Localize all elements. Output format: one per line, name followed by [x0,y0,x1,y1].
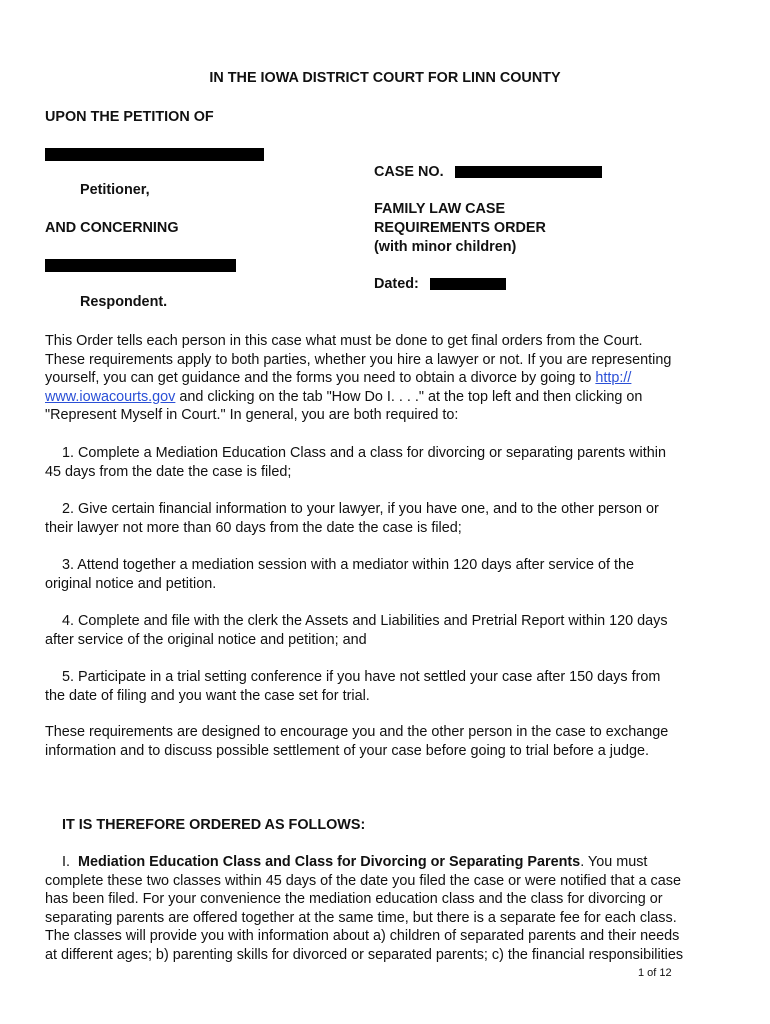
requirement-line [45,556,727,575]
section-1-numeral: I. [62,854,70,870]
requirement-line: the date of filing and you want the case set for trial. [45,687,370,704]
requirement-item-2 [45,500,727,537]
section-1-title: Mediation Education Class and Class for Divorcing or Separating Parents [78,854,581,870]
order-title-line-3: (with minor children) [374,239,517,255]
requirement-number: 1. [62,445,75,461]
purpose-line: These requirements are designed to encourage you and the other person in the case to exchange [45,724,669,740]
requirement-text: Complete a Mediation Education Class and a class for divorcing or separating parents within [74,445,666,461]
requirement-line: after service of the original notice and petition; and [45,631,367,648]
page-number: 1 of 12 [638,967,672,979]
intro-line: These requirements apply to both parties, whether you hire a lawyer or not. If you are representing [45,351,672,368]
section-1-line: separating parents are offered together at the same time, but there is a separate fee for each class. [45,909,677,926]
requirement-line: 45 days from the date the case is filed; [45,463,292,480]
intro-text: yourself, you can get guidance and the forms you need to obtain a divorce by going to [45,370,596,387]
section-1-line: at different ages; b) parenting skills for divorced or separated parents; c) the financial responsibilities [45,946,684,963]
requirement-line [45,444,727,463]
iowacourts-link-part-1[interactable]: http:// [595,370,632,387]
intro-text: and clicking on the tab "How Do I. . . ." at the top left and then clicking on [175,388,643,405]
requirement-line [45,612,727,631]
section-1-heading-line [45,853,727,872]
respondent-label: Respondent. [80,294,168,310]
requirement-line: original notice and petition. [45,575,217,592]
requirement-item-4 [45,612,727,649]
requirement-item-1 [45,444,727,481]
intro-line: This Order tells each person in this case what must be done to get final orders from the Court. [45,333,643,349]
requirement-number: 3. [62,557,75,573]
intro-line [45,388,727,407]
requirement-line: their lawyer not more than 60 days from the date the case is filed; [45,519,462,536]
petitioner-name-redaction [45,148,264,161]
section-1-line: The classes will provide you with information about a) children of separated parents and their needs [45,928,680,945]
requirement-line [45,500,727,519]
requirement-text: Participate in a trial setting conference if you have not settled your case after 150 days from [74,669,661,685]
section-1 [45,853,727,965]
requirement-number: 5. [62,669,75,685]
court-title: IN THE IOWA DISTRICT COURT FOR LINN COUNTY [209,70,561,86]
purpose-paragraph [45,723,727,760]
requirement-item-5 [45,668,727,705]
upon-petition-label: UPON THE PETITION OF [45,109,214,125]
iowacourts-link-part-2[interactable]: www.iowacourts.gov [45,388,176,405]
requirement-number: 2. [62,501,75,517]
case-number-label: CASE NO. [374,164,444,180]
order-title-line-1: FAMILY LAW CASE [374,201,506,217]
case-number-redaction [455,166,602,178]
and-concerning-label: AND CONCERNING [45,220,179,236]
requirement-item-3 [45,556,727,593]
section-1-line: has been filed. For your convenience the mediation education class and the class for divorcing or [45,891,663,908]
order-title-line-2: REQUIREMENTS ORDER [374,220,546,236]
intro-line [45,369,727,388]
dated-label: Dated: [374,276,419,292]
respondent-name-redaction [45,259,236,272]
requirement-number: 4. [62,613,75,629]
requirement-text: Give certain financial information to your lawyer, if you have one, and to the other person or [74,501,659,517]
intro-paragraph [45,332,727,425]
requirement-text: Complete and file with the clerk the Assets and Liabilities and Pretrial Report within 120 days [74,613,668,629]
section-1-line: complete these two classes within 45 days of the date you filed the case or were notified that a case [45,872,681,889]
requirement-line [45,668,727,687]
intro-line: "Represent Myself in Court." In general, you are both required to: [45,407,459,424]
ordered-heading: IT IS THEREFORE ORDERED AS FOLLOWS: [62,817,366,833]
purpose-line: information and to discuss possible settlement of your case before going to trial before a judge. [45,742,649,759]
date-redaction [430,278,506,290]
petitioner-label: Petitioner, [80,182,150,198]
section-1-title-tail: . You must [580,854,648,870]
requirement-text: Attend together a mediation session with a mediator within 120 days after service of the [74,557,634,573]
